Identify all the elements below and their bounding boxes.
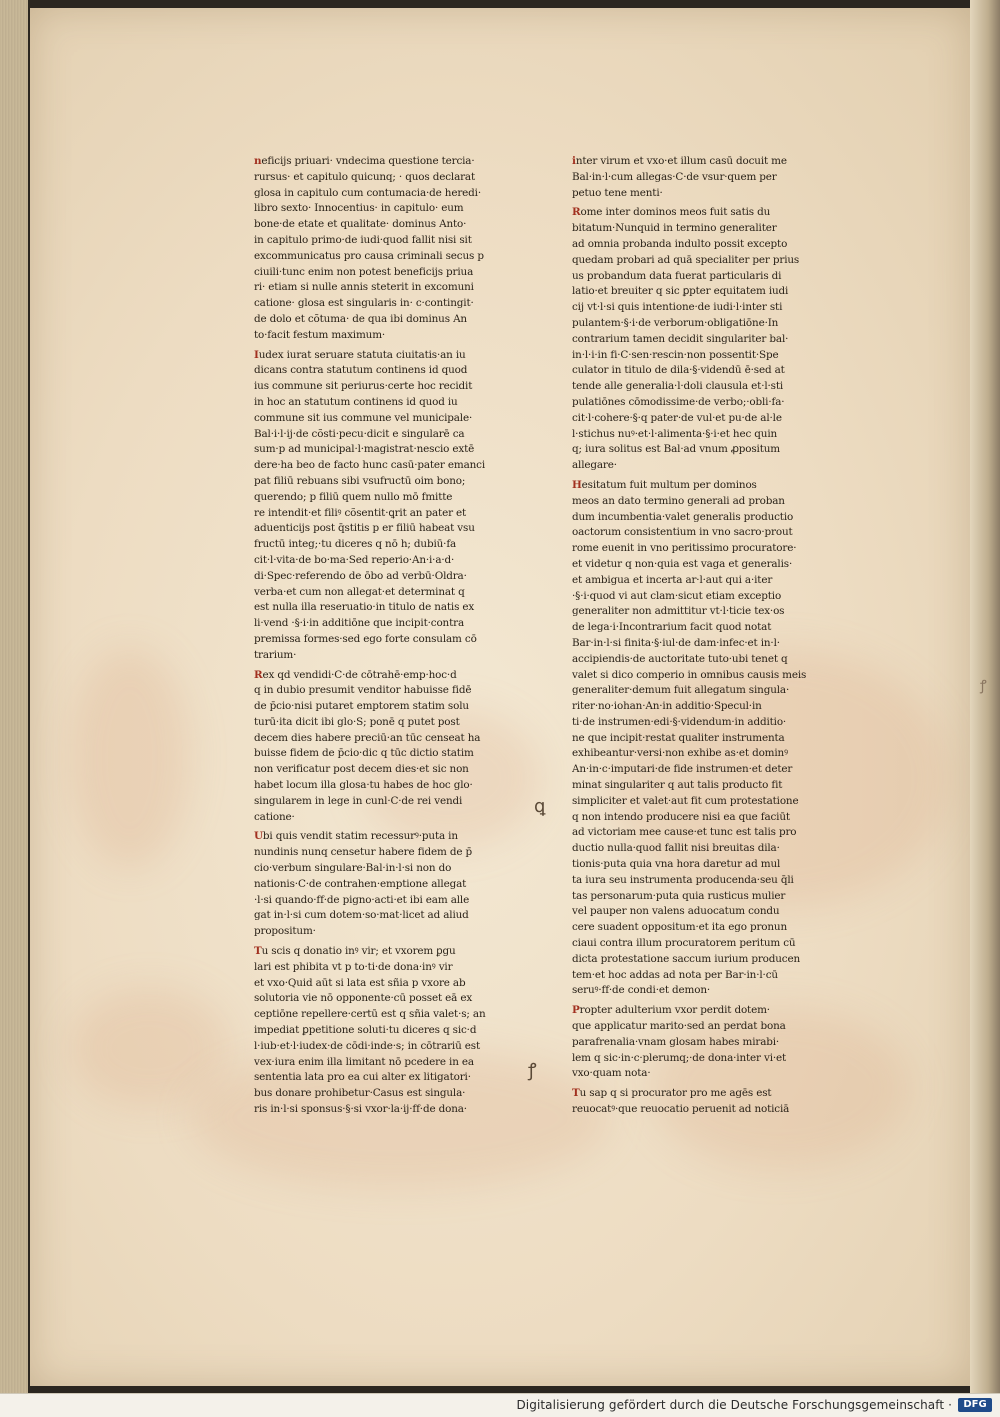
text-line: vel pauper non valens aduocatum condu [572, 905, 780, 918]
text-line: Bal·i·l·ij·de cõsti·pecu·dicit e singularē ca [254, 427, 465, 440]
text-line: parafrenalia·vnam glosam habes mirabi· [572, 1035, 780, 1048]
text-line: us probandum data fuerat particularis di [572, 269, 782, 282]
text-line: sum·p ad municipal·l·magistrat·nescio extē [254, 443, 475, 456]
rubricated-initial: U [254, 830, 263, 843]
funding-credit: Digitalisierung gefördert durch die Deutsche Forschungsgemeinschaft · [516, 1398, 952, 1412]
text-line: ceptiōne repellere·certū est q sñia valet·s; an [254, 1008, 486, 1021]
text-column-right [572, 154, 864, 1122]
text-line: q in dubio presumit venditor habuisse fidē [254, 684, 472, 697]
text-line: glosa in capitulo cum contumacia·de heredi· [254, 186, 481, 199]
text-line: simpliciter et valet·aut fit cum protestatione [572, 794, 799, 807]
text-line: An·in·c·imputari·de fide instrumen·et deter [572, 763, 793, 776]
text-line: pulantem·§·i·de verborum·obligatiōne·In [572, 316, 779, 329]
text-line: exhibeantur·versi·non exhibe as·et dominꝰ [572, 747, 788, 760]
text-line: querendo; p filiū quem nullo mō fmitte [254, 490, 453, 503]
rubricated-initial: I [254, 348, 259, 361]
text-line: ·l·si quando·ff·de pigno·acti·et ibi eam alle [254, 893, 470, 906]
rubricated-initial: T [572, 1087, 580, 1100]
text-line: tende alle generalia·l·doli clausula et·l·sti [572, 380, 784, 393]
text-line: latio·et breuiter q sic ꝑpter equitatem iudi [572, 285, 789, 298]
text-line: ne que incipit·restat qualiter instrumenta [572, 731, 785, 744]
text-line: sententia lata pro ea cui alter ex litigatori· [254, 1071, 471, 1084]
text-line: ciuili·tunc enim non potest beneficijs priua [254, 265, 474, 278]
text-line: catione· glosa est singularis in· c·contingit· [254, 297, 474, 310]
text-line: q; iura solitus est Bal·ad vnum ꝓpositum [572, 443, 780, 456]
text-line: turū·ita dicit ibi glo·S; ponē q putet post [254, 715, 460, 728]
text-line: de lega·i·Incontrarium facit quod notat [572, 621, 772, 634]
text-line: bitatum·Nunquid in termino generaliter [572, 222, 777, 235]
text-line: gat in·l·si cum dotem·so·mat·licet ad aliud [254, 909, 469, 922]
text-line: rome euenit in vno peritissimo procuratore· [572, 542, 797, 555]
text-line: cit·l·cohere·§·q pater·de vul·et pu·de al·le [572, 411, 782, 424]
paragraph [572, 205, 864, 474]
rubricated-initial: P [572, 1004, 580, 1017]
footer-bar [0, 1393, 1000, 1417]
text-line: Ubi quis vendit statim recessurꝰ·puta in [254, 830, 458, 843]
text-column-left [254, 154, 544, 1122]
text-line: nundinis nunq censetur habere fidem de p̄ [254, 846, 472, 859]
text-line: generaliter non admittitur vt·l·ticie tex·os [572, 605, 785, 618]
text-line: dere·ha beo de facto hunc casū·pater emanci [254, 459, 486, 472]
text-line: est nulla illa reseruatio·in titulo de natis ex [254, 601, 475, 614]
text-line: li·vend ·§·i·in additiōne que incipit·contra [254, 617, 464, 630]
text-line: petuo tene menti· [572, 186, 663, 199]
text-line: Rex qd vendidi·C·de cōtrahē·emp·hoc·d [254, 668, 457, 681]
text-line: in hoc an statutum continens id quod iu [254, 395, 458, 408]
text-line: premissa formes·sed ego forte consulam cō [254, 632, 477, 645]
text-line: ad omnia probanda indulto possit excepto [572, 237, 788, 250]
marginal-note: ꝭ [528, 1060, 537, 1081]
text-line: cit·l·vita·de bo·ma·Sed reperio·An·i·a·d· [254, 553, 455, 566]
text-line: impediat ꝑpetitione soluti·tu diceres q sic·d [254, 1024, 477, 1037]
text-line: re intendit·et filiꝰ cõsentit·ꝗrit an pater et [254, 506, 467, 519]
text-line: tionis·puta quia vna hora daretur ad mul [572, 858, 781, 871]
paragraph [572, 478, 864, 999]
text-line: de p̄cio·nisi putaret emptorem statim solu [254, 700, 469, 713]
text-line: decem dies habere preciū·an tūc censeat ha [254, 731, 481, 744]
text-line: ad victoriam mee cause·et tunc est talis pro [572, 826, 797, 839]
text-line: rursus· et capitulo quicunq; · quos declarat [254, 170, 475, 183]
paragraph [572, 1003, 864, 1082]
text-line: trarium· [254, 648, 297, 661]
text-line: meos an dato termino generali ad proban [572, 494, 785, 507]
text-line: contrarium tamen decidit singulariter bal· [572, 332, 789, 345]
text-line: vex·iura enim illa limitant nō pcedere in ea [254, 1055, 474, 1068]
rubricated-initial: i [572, 155, 576, 167]
paragraph [254, 348, 544, 664]
text-line: propositum· [254, 925, 316, 938]
text-line: de dolo et cõtuma· de qua ibi dominus An [254, 312, 467, 325]
paragraph [254, 154, 544, 344]
text-line: pulatiōnes cōmodissime·de verbo;·obli·fa· [572, 395, 785, 408]
text-line: in·l·i·in fi·C·sen·rescin·non possentit·Spe [572, 348, 779, 361]
text-line: et ambigua et incerta ar·l·aut qui a·iter [572, 573, 773, 586]
text-line: vxo·quam nota· [572, 1067, 651, 1080]
paragraph [254, 668, 544, 826]
text-line: ta iura seu instrumenta producenda·seu q̄li [572, 873, 794, 886]
text-line: buisse fidem de p̄cio·dic q tūc dictio statim [254, 747, 474, 760]
text-line: dum incumbentia·valet generalis productio [572, 510, 794, 523]
rubricated-initial: T [254, 945, 262, 958]
text-line: lari est phibita vt p to·ti·de dona·inꝰ vir [254, 960, 453, 973]
text-line: Bar·in·l·si finita·§·iul·de dam·infec·et in·l· [572, 636, 780, 649]
text-line: ductio nulla·quod fallit nisi breuitas dila· [572, 842, 780, 855]
text-line: fructū integ;·tu diceres q nō h; dubiū·fa [254, 538, 457, 551]
text-line: Tu scis q donatio inꝰ vir; et vxorem ꝑgu [254, 945, 456, 958]
text-line: que applicatur marito·sed an perdat bona [572, 1020, 786, 1033]
text-line: culator in titulo de dila·§·videndū ē·sed at [572, 364, 785, 377]
paragraph [572, 1086, 864, 1118]
text-line: ti·de instrumen·edi·§·videndum·in additio· [572, 715, 787, 728]
text-line: cij vt·l·si quis intentione·de iudi·l·inter sti [572, 301, 783, 314]
text-line: generaliter·demum fuit allegatum singula· [572, 684, 790, 697]
text-line: dicta protestatione saccum iurium producen [572, 952, 801, 965]
text-line: lem q sic·in·c·plerumq;·de dona·inter vi·et [572, 1051, 787, 1064]
book-left-edge [0, 0, 28, 1393]
text-line: quedam probari ad quā specialiter per prius [572, 253, 800, 266]
text-line: to·facit festum maximum· [254, 328, 386, 341]
marginal-note: ꝗ [534, 796, 546, 817]
rubricated-initial: H [572, 478, 582, 491]
text-line: excommunicatus pro causa criminali secus p [254, 249, 484, 262]
text-line: dicans contra statutum continens id quod [254, 364, 468, 377]
text-line: ri· etiam si nulle annis steterit in excomuni [254, 281, 474, 294]
rubricated-initial: R [254, 668, 263, 681]
text-line: Iudex iurat seruare statuta ciuitatis·an iu [254, 348, 466, 361]
text-line: tem·et hoc addas ad nota per Bar·in·l·cū [572, 968, 778, 981]
rubricated-initial: n [254, 155, 262, 167]
text-line: neficijs priuari· vndecima questione tercia· [254, 155, 475, 167]
paragraph [254, 829, 544, 940]
text-line: reuocatꝰ·que reuocatio peruenit ad noticiā [572, 1103, 790, 1116]
text-line: nationis·C·de contrahen·emptione allegat [254, 877, 467, 890]
text-line: aduenticijs post q̄stitis p er filiū habeat vsu [254, 522, 475, 535]
marginal-note: ꝭ [980, 678, 987, 694]
text-line: habet locum illa glosa·tu habes de hoc glo· [254, 779, 473, 792]
paragraph [254, 944, 544, 1118]
text-line: singularem in lege in cunl·C·de rei vendi [254, 794, 463, 807]
text-line: catione· [254, 810, 295, 823]
text-line: ius commune sit periurus·certe hoc recidit [254, 380, 473, 393]
text-line: et vxo·Quid aūt si lata est sñia p vxore ab [254, 976, 466, 989]
text-line: et videtur q non·quia est vaga et generalis· [572, 557, 793, 570]
dfg-logo: DFG [958, 1398, 992, 1412]
text-line: inter virum et vxo·et illum casū docuit me [572, 155, 787, 167]
text-line: tas personarum·puta quia rusticus mulier [572, 889, 786, 902]
text-line: minat singulariter q aut talis producto fit [572, 779, 783, 792]
text-line: verba·et cum non allegat·et determinat q [254, 585, 465, 598]
text-line: l·iub·et·l·iudex·de cōdi·inde·s; in cōtrariū est [254, 1039, 481, 1052]
text-line: libro sexto· Innocentius· in capitulo· eum [254, 202, 464, 215]
text-line: Hesitatum fuit multum per dominos [572, 478, 757, 491]
rubricated-initial: R [572, 206, 581, 219]
text-line: cio·verbum singulare·Bal·in·l·si non do [254, 862, 452, 875]
text-line: l·stichus nuꝰ·et·l·alimenta·§·i·et hec quin [572, 427, 778, 440]
text-line: Bal·in·l·cum allegas·C·de vsur·quem per [572, 170, 777, 183]
text-line: q non intendo producere nisi ea que faciūt [572, 810, 790, 823]
text-line: Rome inter dominos meos fuit satis du [572, 206, 771, 219]
text-line: accipiendis·de auctoritate tuto·ubi tenet q [572, 652, 788, 665]
text-line: oactorum consistentium in vno sacro·prout [572, 526, 793, 539]
text-line: valet si dico comperio in omnibus causis meis [572, 668, 807, 681]
text-line: Tu sap q si procurator pro me agēs est [572, 1087, 772, 1100]
text-line: Propter adulterium vxor perdit dotem· [572, 1004, 770, 1017]
text-line: commune sit ius commune vel municipale· [254, 411, 473, 424]
text-line: di·Spec·referendo de ōbo ad verbū·Oldra· [254, 569, 467, 582]
text-line: ·§·i·quod vi aut clam·sicut etiam exceptio [572, 589, 782, 602]
book-right-edge [970, 0, 1000, 1393]
text-line: allegare· [572, 459, 617, 472]
text-line: non verificatur post decem dies·et sic non [254, 763, 469, 776]
text-line: solutoria vie nō opponente·cū posset eā ex [254, 992, 473, 1005]
text-line: riter·no·iohan·An·in additio·Specul·in [572, 700, 762, 713]
text-line: bone·de etate et qualitate· dominus Anto· [254, 218, 467, 231]
paragraph [572, 154, 864, 201]
text-line: bus donare prohibetur·Casus est singula· [254, 1087, 466, 1100]
text-line: seruꝰ·ff·de condi·et demon· [572, 984, 711, 997]
text-line: cere suadent oppositum·et ita ego pronun [572, 921, 788, 934]
text-line: in capitulo primo·de iudi·quod fallit nisi sit [254, 233, 472, 246]
text-line: pat filiū rebuans sibi vsufructū oim bono; [254, 474, 466, 487]
text-line: ris in·l·si sponsus·§·si vxor·la·ij·ff·de dona· [254, 1103, 467, 1116]
text-line: ciaui contra illum procuratorem peritum cū [572, 937, 796, 950]
